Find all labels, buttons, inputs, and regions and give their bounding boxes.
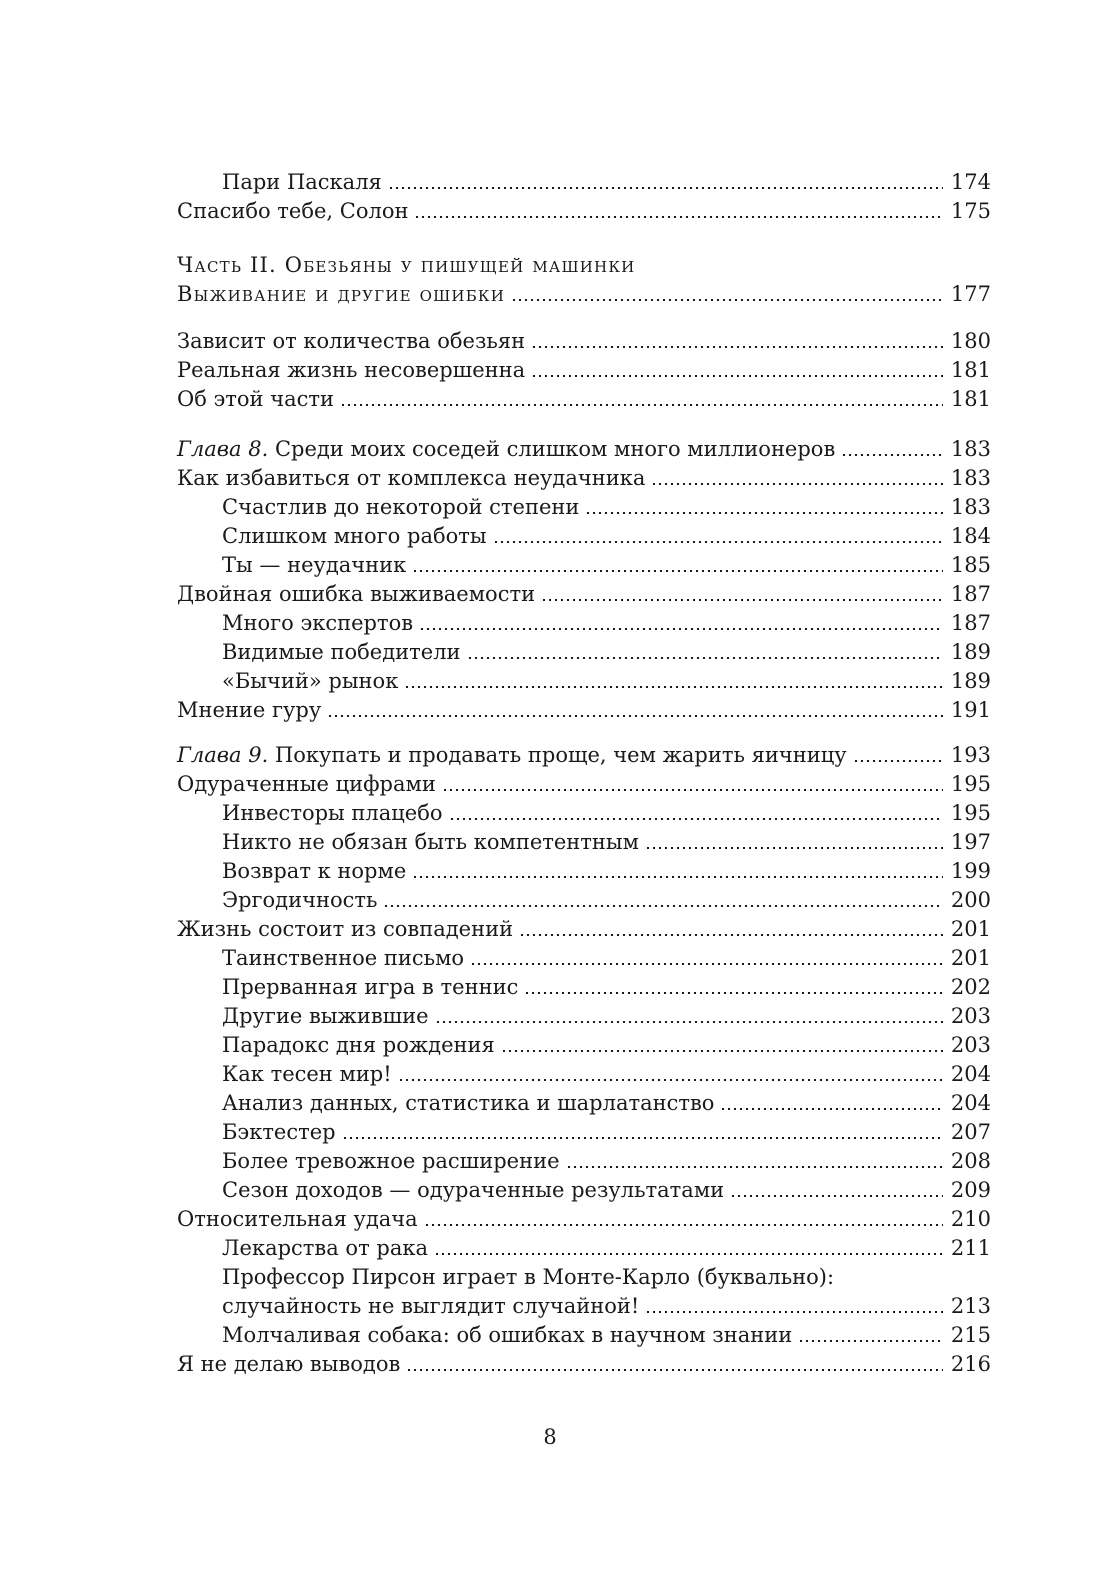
toc-row[interactable] xyxy=(177,522,991,551)
toc-row[interactable] xyxy=(177,580,991,609)
toc-section-chapter-9 xyxy=(177,770,991,1263)
page-number: 208 xyxy=(950,1149,991,1173)
toc-row[interactable] xyxy=(177,667,991,696)
part-heading xyxy=(177,251,991,280)
entry-title: Молчаливая собака: об ошибках в научном знании xyxy=(222,1323,793,1347)
entry-title: Парадокс дня рождения xyxy=(222,1033,495,1057)
dot-leader xyxy=(340,404,943,406)
toc-row[interactable] xyxy=(177,197,991,226)
entry-title: Другие выжившие xyxy=(222,1004,429,1028)
dot-leader xyxy=(404,686,943,688)
page-number: 204 xyxy=(950,1091,991,1115)
toc-row-multiline-second[interactable] xyxy=(177,1292,991,1321)
entry-title: Эргодичность xyxy=(222,888,378,912)
toc-row[interactable] xyxy=(177,1234,991,1263)
entry-title: Спасибо тебе, Солон xyxy=(177,199,409,223)
page-number: 181 xyxy=(950,387,991,411)
entry-title: Возврат к норме xyxy=(222,859,407,883)
toc-row[interactable] xyxy=(177,915,991,944)
table-of-contents xyxy=(177,168,991,1379)
page-number: 210 xyxy=(950,1207,991,1231)
entry-title: Анализ данных, статистика и шарлатанство xyxy=(222,1091,715,1115)
entry-title: Сезон доходов — одураченные результатами xyxy=(222,1178,725,1202)
dot-leader xyxy=(730,1195,943,1197)
toc-row[interactable] xyxy=(177,1089,991,1118)
page-number: 187 xyxy=(950,582,991,606)
dot-leader xyxy=(585,512,943,514)
entry-title: «Бычий» рынок xyxy=(222,669,399,693)
page-number: 175 xyxy=(950,199,991,223)
chapter-label: Глава 9. xyxy=(177,743,269,767)
dot-leader xyxy=(467,657,943,659)
page-number: 195 xyxy=(950,801,991,825)
entry-title: Я не делаю выводов xyxy=(177,1352,401,1376)
toc-row[interactable] xyxy=(177,944,991,973)
entry-title: Реальная жизнь несовершенна xyxy=(177,358,526,382)
page-number: 199 xyxy=(950,859,991,883)
toc-row[interactable] xyxy=(177,1060,991,1089)
toc-row[interactable] xyxy=(177,1147,991,1176)
toc-row[interactable] xyxy=(177,1176,991,1205)
dot-leader xyxy=(327,715,943,717)
entry-title: Одураченные цифрами xyxy=(177,772,436,796)
toc-row[interactable] xyxy=(177,799,991,828)
toc-row[interactable] xyxy=(177,356,991,385)
dot-leader xyxy=(524,992,943,994)
entry-title: Как избавиться от комплекса неудачника xyxy=(177,466,646,490)
dot-leader xyxy=(412,876,943,878)
toc-row[interactable] xyxy=(177,1350,991,1379)
toc-row[interactable] xyxy=(177,696,991,725)
toc-row-chapter-8[interactable] xyxy=(177,435,991,464)
page-number: 200 xyxy=(950,888,991,912)
page-number: 183 xyxy=(950,495,991,519)
entry-title: Видимые победители xyxy=(222,640,461,664)
part-title: Часть II. Обезьяны у пишущей машинки xyxy=(177,253,636,277)
entry-title: Много экспертов xyxy=(222,611,414,635)
page-number: 189 xyxy=(950,640,991,664)
toc-row[interactable] xyxy=(177,828,991,857)
page-number: 207 xyxy=(950,1120,991,1144)
entry-title: Жизнь состоит из совпадений xyxy=(177,917,514,941)
toc-section-chapter-8 xyxy=(177,464,991,725)
dot-leader xyxy=(424,1224,943,1226)
page-number: 191 xyxy=(950,698,991,722)
entry-title: Бэктестер xyxy=(222,1120,336,1144)
dot-leader xyxy=(566,1166,943,1168)
dot-leader xyxy=(412,570,943,572)
page-number: 201 xyxy=(950,946,991,970)
page-number: 184 xyxy=(950,524,991,548)
entry-title: Слишком много работы xyxy=(222,524,487,548)
dot-leader xyxy=(388,187,943,189)
page-number: 195 xyxy=(950,772,991,796)
page-number: 215 xyxy=(950,1323,991,1347)
entry-title: Об этой части xyxy=(177,387,335,411)
entry-title: Ты — неудачник xyxy=(222,553,407,577)
entry-title: Инвесторы плацебо xyxy=(222,801,443,825)
dot-leader xyxy=(435,1021,943,1023)
dot-leader xyxy=(419,628,943,630)
dot-leader xyxy=(853,760,943,762)
page-number: 174 xyxy=(950,170,991,194)
page-number: 202 xyxy=(950,975,991,999)
dot-leader xyxy=(531,346,943,348)
dot-leader xyxy=(493,541,943,543)
toc-row[interactable] xyxy=(177,973,991,1002)
toc-row[interactable] xyxy=(177,551,991,580)
entry-title: Мнение гуру xyxy=(177,698,322,722)
page-number: 193 xyxy=(950,743,991,767)
entry-title: Зависит от количества обезьян xyxy=(177,329,526,353)
toc-row[interactable] xyxy=(177,1321,991,1350)
dot-leader xyxy=(531,375,943,377)
dot-leader xyxy=(511,299,943,301)
page-number: 189 xyxy=(950,669,991,693)
dot-leader xyxy=(645,847,943,849)
dot-leader xyxy=(720,1108,942,1110)
toc-row[interactable] xyxy=(177,609,991,638)
entry-title: Счастлив до некоторой степени xyxy=(222,495,580,519)
page-number: 183 xyxy=(950,466,991,490)
toc-row[interactable] xyxy=(177,886,991,915)
dot-leader xyxy=(651,483,943,485)
toc-row[interactable] xyxy=(177,857,991,886)
page-number: 203 xyxy=(950,1033,991,1057)
toc-row[interactable] xyxy=(177,464,991,493)
chapter-name: Среди моих соседей слишком много миллионеров xyxy=(274,437,836,461)
page-number: 201 xyxy=(950,917,991,941)
page-number: 213 xyxy=(950,1294,991,1318)
page-number: 185 xyxy=(950,553,991,577)
chapter-title xyxy=(177,741,847,770)
toc-row[interactable] xyxy=(177,327,991,356)
entry-title: Более тревожное расширение xyxy=(222,1149,560,1173)
page-number: 216 xyxy=(950,1352,991,1376)
dot-leader xyxy=(414,216,942,218)
dot-leader xyxy=(342,1137,943,1139)
dot-leader xyxy=(541,599,943,601)
part-subtitle: Выживание и другие ошибки xyxy=(177,282,506,306)
entry-title: Пари Паскаля xyxy=(222,170,382,194)
toc-row[interactable] xyxy=(177,770,991,799)
page-number: 177 xyxy=(950,282,991,306)
chapter-title xyxy=(177,435,835,464)
page-number: 211 xyxy=(950,1236,991,1260)
dot-leader xyxy=(501,1050,943,1052)
toc-row[interactable] xyxy=(177,1002,991,1031)
dot-leader xyxy=(519,934,943,936)
toc-section-top xyxy=(177,168,991,226)
entry-title: Как тесен мир! xyxy=(222,1062,392,1086)
dot-leader xyxy=(383,905,942,907)
dot-leader xyxy=(449,818,943,820)
page-number: 197 xyxy=(950,830,991,854)
entry-title: Лекарства от рака xyxy=(222,1236,428,1260)
dot-leader xyxy=(470,963,943,965)
toc-section-part xyxy=(177,327,991,414)
dot-leader xyxy=(841,454,943,456)
entry-title: Таинственное письмо xyxy=(222,946,465,970)
dot-leader xyxy=(645,1311,943,1313)
page-number: 187 xyxy=(950,611,991,635)
dot-leader xyxy=(398,1079,943,1081)
toc-row[interactable] xyxy=(177,1118,991,1147)
dot-leader xyxy=(434,1253,943,1255)
entry-title: Двойная ошибка выживаемости xyxy=(177,582,536,606)
dot-leader xyxy=(406,1369,943,1371)
toc-row[interactable] xyxy=(177,1031,991,1060)
chapter-name: Покупать и продавать проще, чем жарить яичницу xyxy=(274,743,847,767)
page-number: 181 xyxy=(950,358,991,382)
entry-title: Никто не обязан быть компетентным xyxy=(222,830,639,854)
page-number: 180 xyxy=(950,329,991,353)
page-number: 204 xyxy=(950,1062,991,1086)
page-number: 209 xyxy=(950,1178,991,1202)
page-number: 203 xyxy=(950,1004,991,1028)
dot-leader xyxy=(798,1340,943,1342)
page-number: 183 xyxy=(950,437,991,461)
toc-row[interactable] xyxy=(177,638,991,667)
entry-title: Относительная удача xyxy=(177,1207,418,1231)
dot-leader xyxy=(442,789,943,791)
toc-row-multiline-first[interactable]: Профессор Пирсон играет в Монте-Карло (буквально): xyxy=(222,1265,835,1289)
toc-row[interactable] xyxy=(177,1205,991,1234)
toc-section-chapter-9-end xyxy=(177,1321,991,1379)
toc-row[interactable] xyxy=(177,168,991,197)
chapter-label: Глава 8. xyxy=(177,437,269,461)
toc-row[interactable] xyxy=(177,385,991,414)
toc-row-chapter-9[interactable] xyxy=(177,741,991,770)
toc-row-part[interactable] xyxy=(177,280,991,309)
page-folio: 8 xyxy=(543,1425,557,1449)
entry-title: Прерванная игра в теннис xyxy=(222,975,519,999)
entry-title: случайность не выглядит случайной! xyxy=(222,1294,640,1318)
toc-row[interactable] xyxy=(177,493,991,522)
